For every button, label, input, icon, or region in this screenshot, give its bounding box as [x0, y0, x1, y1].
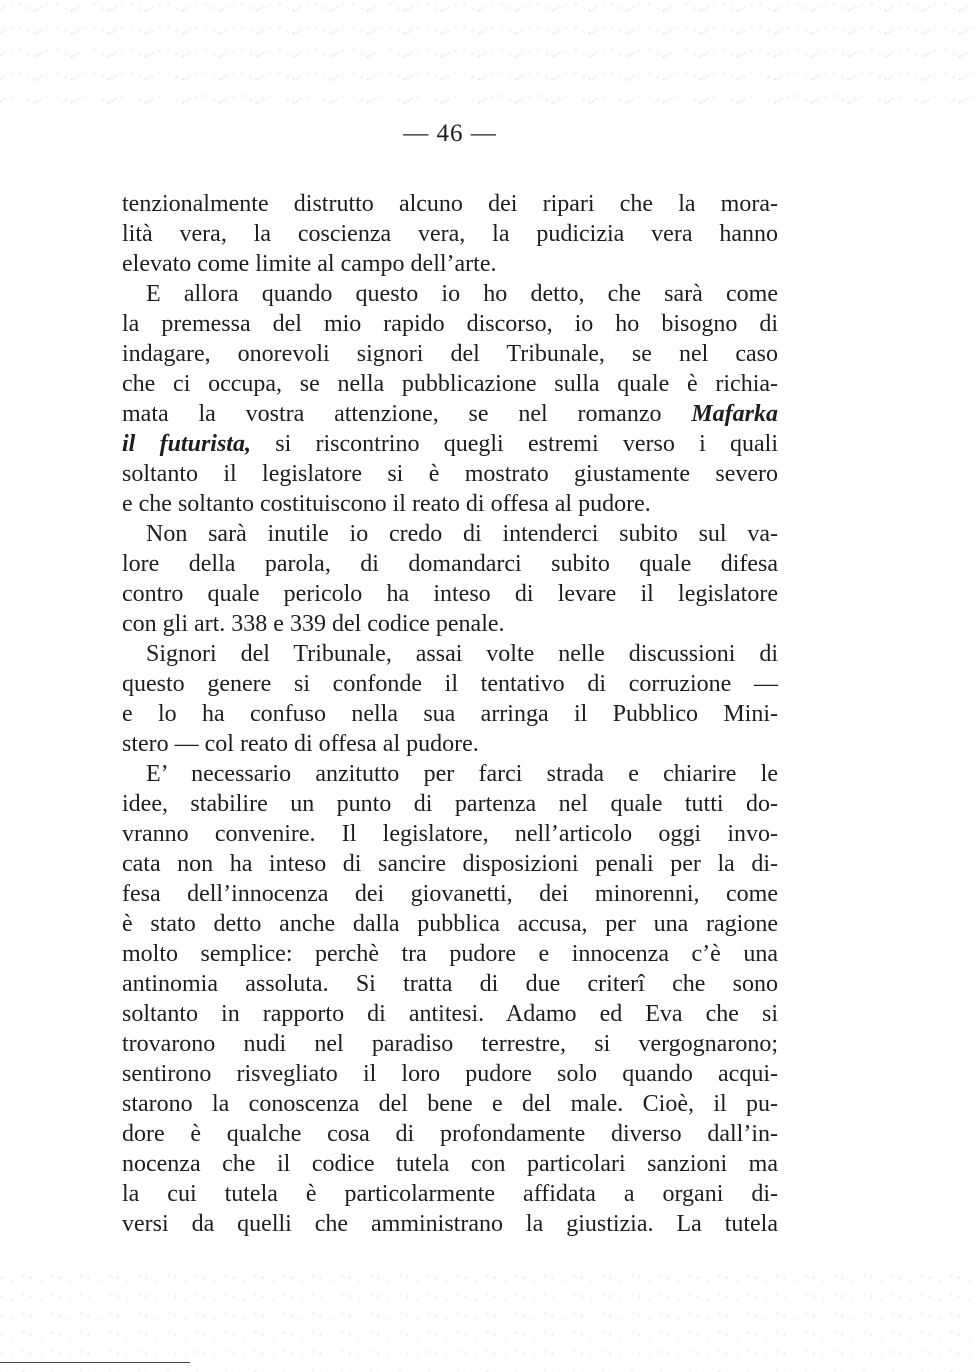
text-line: la cui tutela è particolarmente affidata a organi di- — [122, 1181, 778, 1207]
text-line: fesa dell’innocenza dei giovanetti, dei minorenni, come — [122, 881, 778, 907]
text-segment: mata la vostra attenzione, se nel romanzo — [122, 401, 662, 427]
text-line: la premessa del mio rapido discorso, io ho bisogno di — [122, 311, 778, 337]
text-line: elevato come limite al campo dell’arte. — [122, 251, 497, 277]
scan-noise-bottom — [0, 1270, 979, 1372]
text-line: che ci occupa, se nella pubblicazione sulla quale è richia- — [122, 371, 778, 397]
text-line: E’ necessario anzitutto per farci strada e chiarire le — [146, 761, 778, 787]
text-line: indagare, onorevoli signori del Tribunale, se nel caso — [122, 341, 778, 367]
text-line: molto semplice: perchè tra pudore e innocenza c’è una — [122, 941, 778, 967]
text-line: E allora quando questo io ho detto, che sarà come — [146, 281, 778, 307]
text-line: tenzionalmente distrutto alcuno dei ripari che la mora- — [122, 191, 778, 217]
text-line: stero — col reato di offesa al pudore. — [122, 731, 479, 757]
text-line: e che soltanto costituiscono il reato di offesa al pudore. — [122, 491, 651, 517]
text-line: lore della parola, di domandarci subito quale difesa — [122, 551, 778, 577]
text-line: soltanto il legislatore si è mostrato giustamente severo — [122, 461, 778, 487]
text-line: lità vera, la coscienza vera, la pudicizia vera hanno — [122, 221, 778, 247]
text-line — [122, 399, 778, 429]
text-line — [122, 429, 778, 459]
text-line: nocenza che il codice tutela con particolari sanzioni ma — [122, 1151, 778, 1177]
text-line: è stato detto anche dalla pubblica accusa, per una ragione — [122, 911, 778, 937]
text-line: questo genere si confonde il tentativo di corruzione — — [122, 671, 778, 697]
text-line: trovarono nudi nel paradiso terrestre, si vergognarono; — [122, 1031, 778, 1057]
text-line: cata non ha inteso di sancire disposizioni penali per la di- — [122, 851, 778, 877]
text-line: starono la conoscenza del bene e del male. Cioè, il pu- — [122, 1091, 778, 1117]
page-number: — 46 — — [403, 120, 497, 147]
text-line: soltanto in rapporto di antitesi. Adamo ed Eva che si — [122, 1001, 778, 1027]
text-line: e lo ha confuso nella sua arringa il Pubblico Mini- — [122, 701, 778, 727]
text-line: Signori del Tribunale, assai volte nelle discussioni di — [146, 641, 778, 667]
bottom-rule — [0, 1362, 190, 1363]
text-line: con gli art. 338 e 339 del codice penale. — [122, 611, 505, 637]
text-line: vranno convenire. Il legislatore, nell’articolo oggi invo- — [122, 821, 778, 847]
scan-noise-top — [0, 0, 979, 110]
text-line: dore è qualche cosa di profondamente diverso dall’in- — [122, 1121, 778, 1147]
text-line: contro quale pericolo ha inteso di levare il legislatore — [122, 581, 778, 607]
text-line: Non sarà inutile io credo di intenderci subito sul va- — [146, 521, 778, 547]
text-line: idee, stabilire un punto di partenza nel quale tutti do- — [122, 791, 778, 817]
text-line: sentirono risvegliato il loro pudore solo quando acqui- — [122, 1061, 778, 1087]
body-text — [122, 189, 778, 1239]
text-line: antinomia assoluta. Si tratta di due criterî che sono — [122, 971, 778, 997]
novel-title-part: Mafarka — [691, 401, 779, 427]
text-segment: si riscontrino quegli estremi verso i quali — [275, 431, 779, 457]
novel-title-part: il futurista, — [122, 431, 251, 457]
text-line: versi da quelli che amministrano la giustizia. La tutela — [122, 1211, 778, 1237]
